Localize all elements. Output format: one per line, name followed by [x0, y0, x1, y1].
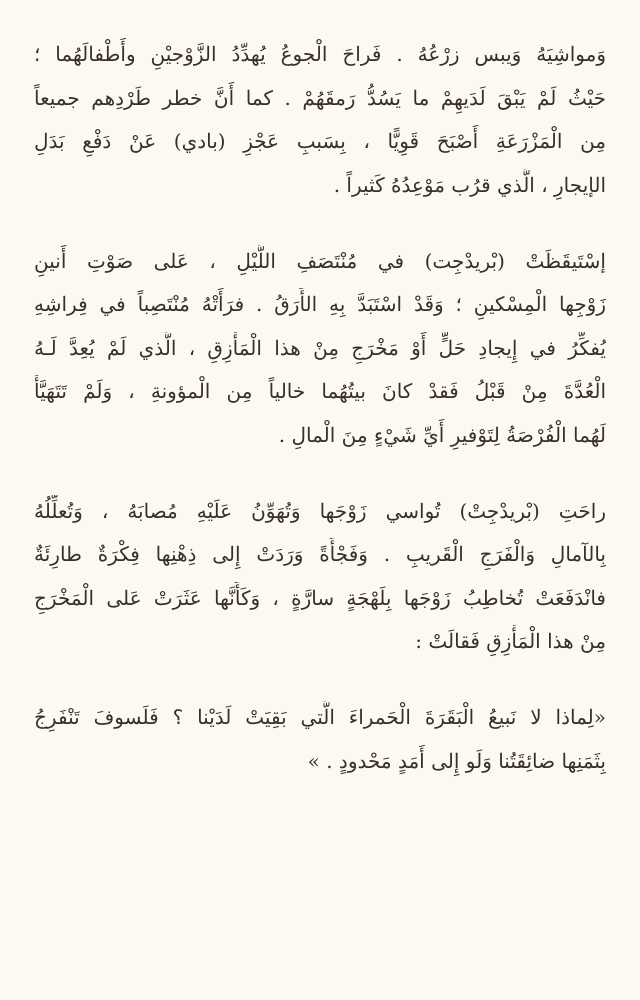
- text-line: زَوْجِها الْمِسْكينِ ؛ وَقَدْ اسْتَبَدَّ بِهِ الأَرَقُ . فرَأَتْهُ مُنْتَصِباً في فِراشِهِ: [34, 292, 606, 316]
- paragraph-3: [34, 495, 606, 658]
- text-line: لَهُما الْفُرْصَةُ لِتَوْفيرِ أَيِّ شَيْءٍ مِنَ الْمالِ .: [278, 422, 606, 447]
- text-line: راحَتِ (بْريدْجِتْ) تُواسي زَوْجَها وَتُهَوِّنُ عَلَيْهِ مُصابَهُ ، وَتُعلِّلُهُ: [34, 498, 606, 523]
- text-line: وَمواشِيَهُ وَيبس زرْعُهُ . فَراحَ الْجوعُ يُهدِّدُ الزَّوْجيْنِ وأَطْفالَهُما ؛: [34, 42, 606, 66]
- paragraph-4: [34, 701, 606, 777]
- text-line: حَيْثُ لَمْ يَبْقَ لَدَيهِمْ ما يَسُدُّ رَمقَهُمْ . كما أَنَّ خطر طَرْدِهم جميعاً: [34, 85, 606, 110]
- text-line: فانْدَفَعَتْ تُخاطِبُ زَوْجَها بِلَهْجَةٍ سارَّةٍ ، وَكَأَنَّها عَثَرَتْ عَلى الْمَخْرَجِ: [34, 585, 606, 610]
- text-line: بِالآمالِ وَالْفَرَجِ الْقَريبِ . وَفَجْأَةً وَرَدَتْ إِلى ذِهْنِها فِكْرَةٌ طارِئَةٌ: [34, 542, 606, 566]
- text-line: بِثَمَنِها ضائِقَتُنا وَلَو إِلى أَمَدٍ مَحْدودٍ . »: [307, 748, 606, 773]
- text-line: «لِماذا لا نَبيعُ الْبَقَرَةَ الْحَمراءَ الَّتي بَقِيَتْ لَدَيْنا ؟ فَلَسوفَ تَنْفَرِجُ: [34, 705, 606, 729]
- text-line: إسْتَيقَظَتْ (بْريدْجِت) في مُنْتَصَفِ اللَّيْلِ ، عَلى صَوْتِ أَنينِ: [34, 248, 606, 273]
- paragraph-2: [34, 245, 606, 451]
- text-line: يُفكِّرُ في إِيجادِ حَلٍّ أَوْ مَخْرَجٍ مِنْ هذا الْمَأْزِقِ ، الَّذي لَمْ يُعِدَّ لَـهُ: [34, 335, 606, 360]
- text-line: الإيجارِ ، الَّذي قرُب مَوْعِدُهُ كَثيراً .: [333, 172, 606, 197]
- text-line: الْعُدَّةَ مِنْ قَبْلُ فَقدْ كانَ بيتُهُما خالياً مِن الْمؤونةِ ، وَلَمْ تَتَهَيَّأْ: [34, 379, 606, 403]
- paragraph-1: [34, 38, 606, 201]
- text-line: مِنْ هذا الْمَأْزِقِ فَقالَتْ :: [415, 629, 606, 653]
- text-line: مِن الْمَزْرَعَةِ أَصْبَحَ قَوِيًّا ، بِسَببِ عَجْزِ (بادي) عَنْ دَفْعِ بَدَلِ: [34, 129, 606, 153]
